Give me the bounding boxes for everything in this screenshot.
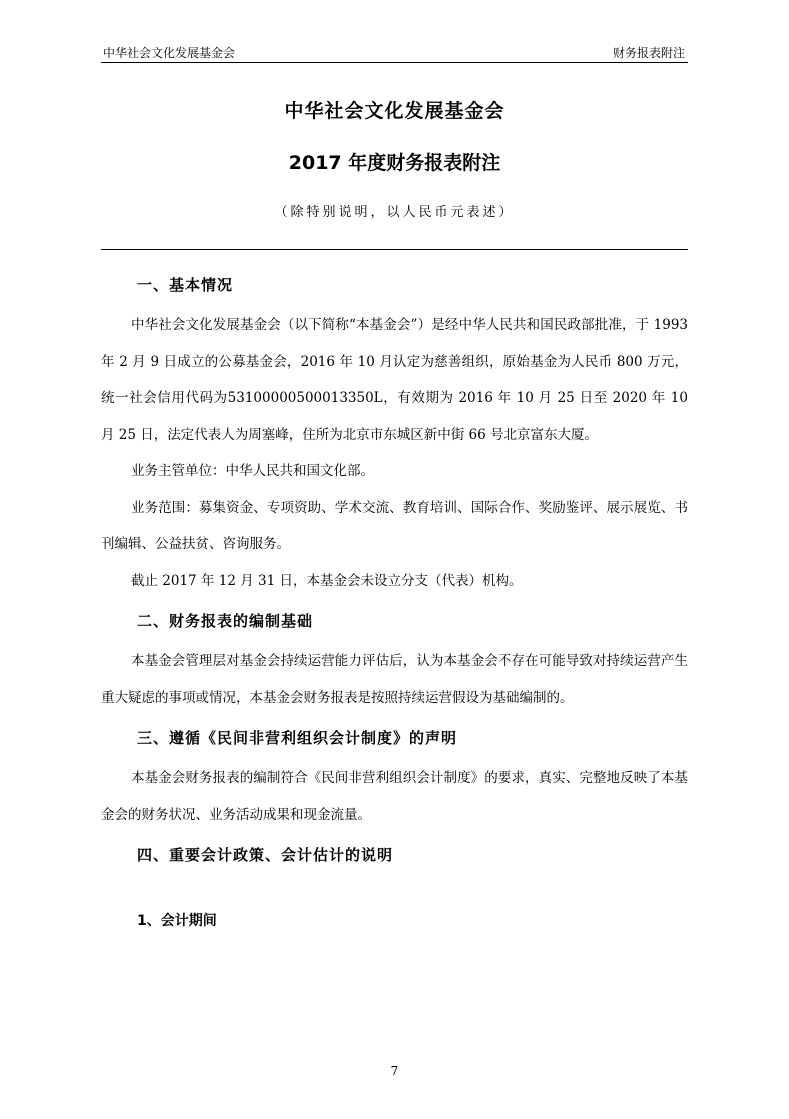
paragraph-foundation-overview: 中华社会文化发展基金会（以下简称“本基金会”）是经中华人民共和国民政部批准，于 1993 年 2 月 9 日成立的公募基金会，2016 年 10 月认定为慈善组织，原始基金为人民币 800 万元，统一社会信用代码为53100000500013350L，有效期为 2016 年 10 月 25 日至 2020 年 10 月 25 日，法定代表人为周塞峰，住所为北京市东城区新中街 66 号北京富东大厦。 bbox=[101, 317, 688, 443]
section-heading-compliance: 三、遵循《民间非营利组织会计制度》的声明 bbox=[137, 729, 458, 747]
paragraph-supervising-unit: 业务主管单位：中华人民共和国文化部。 bbox=[131, 463, 374, 479]
running-header-org: 中华社会文化发展基金会 bbox=[103, 46, 236, 60]
header-divider bbox=[101, 62, 688, 63]
section-heading-preparation-basis: 二、财务报表的编制基础 bbox=[137, 612, 314, 630]
paragraph-branches: 截止 2017 年 12 月 31 日，本基金会未设立分支（代表）机构。 bbox=[131, 572, 523, 589]
section-heading-basic-info: 一、基本情况 bbox=[137, 276, 234, 294]
document-title: 中华社会文化发展基金会 bbox=[284, 100, 505, 122]
currency-note: （除特别说明，以人民币元表述） bbox=[274, 205, 515, 220]
running-header-title: 财务报表附注 bbox=[612, 46, 685, 60]
subsection-heading-accounting-period: 1、会计期间 bbox=[137, 913, 217, 929]
paragraph-going-concern: 本基金会管理层对基金会持续运营能力评估后，认为本基金会不存在可能导致对持续运营产生重大疑虑的事项或情况，本基金会财务报表是按照持续运营假设为基础编制的。 bbox=[101, 653, 688, 706]
paragraph-compliance-statement: 本基金会财务报表的编制符合《民间非营利组织会计制度》的要求，真实、完整地反映了本基金会的财务状况、业务活动成果和现金流量。 bbox=[101, 770, 688, 823]
title-divider bbox=[101, 249, 688, 250]
document-body bbox=[101, 263, 688, 943]
section-heading-accounting-policies: 四、重要会计政策、会计估计的说明 bbox=[137, 846, 394, 864]
page-number: 7 bbox=[390, 1064, 399, 1078]
paragraph-business-scope: 业务范围：募集资金、专项资助、学术交流、教育培训、国际合作、奖励鉴评、展示展览、书刊编辑、公益扶贫、咨询服务。 bbox=[101, 499, 688, 552]
document-subtitle: 2017 年度财务报表附注 bbox=[288, 152, 501, 174]
